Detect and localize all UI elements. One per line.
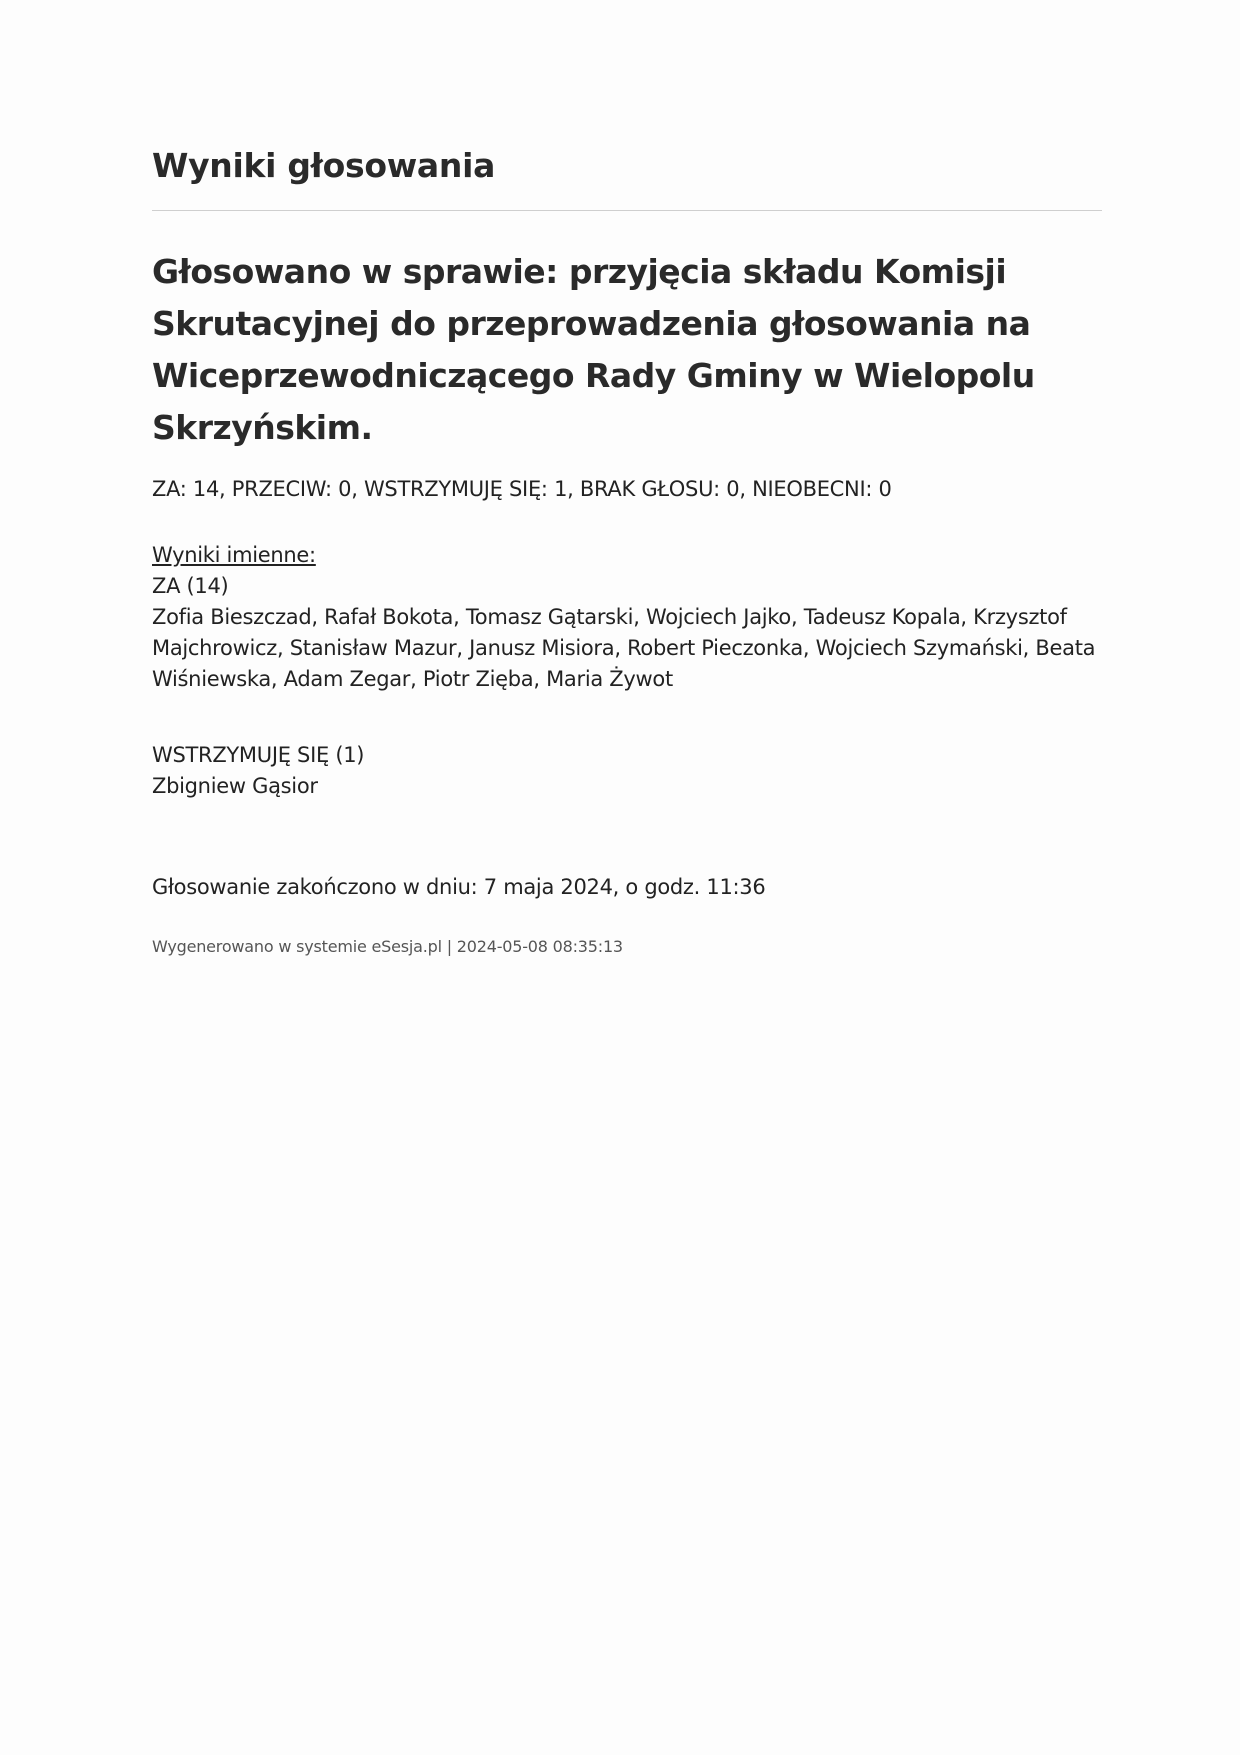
generated-footer: Wygenerowano w systemie eSesja.pl | 2024-05-08 08:35:13 (152, 937, 623, 956)
title-divider (152, 210, 1102, 211)
group-for-names: Zofia Bieszczad, Rafał Bokota, Tomasz Gątarski, Wojciech Jajko, Tadeusz Kopala, Krzysztof Majchrowicz, Stanisław Mazur, Janusz Misiora, Robert Pieczonka, Wojciech Szymański, Beata Wiśniewska, Adam Zegar, Piotr Zięba, Maria Żywot (152, 605, 1096, 691)
group-abstain-label: WSTRZYMUJĘ SIĘ (1) (152, 743, 365, 767)
named-results (152, 540, 1102, 695)
named-results-heading: Wyniki imienne: (152, 543, 316, 567)
group-abstain (152, 740, 1102, 802)
group-for-label: ZA (14) (152, 574, 229, 598)
vote-subject: Głosowano w sprawie: przyjęcia składu Komisji Skrutacyjnej do przeprowadzenia głosowania na Wiceprzewodniczącego Rady Gminy w Wielopolu Skrzyńskim. (152, 252, 1035, 447)
group-abstain-names: Zbigniew Gąsior (152, 774, 318, 798)
document-title: Wyniki głosowania (152, 146, 496, 185)
vote-summary: ZA: 14, PRZECIW: 0, WSTRZYMUJĘ SIĘ: 1, BRAK GŁOSU: 0, NIEOBECNI: 0 (152, 477, 892, 501)
vote-ended: Głosowanie zakończono w dniu: 7 maja 2024, o godz. 11:36 (152, 875, 766, 899)
